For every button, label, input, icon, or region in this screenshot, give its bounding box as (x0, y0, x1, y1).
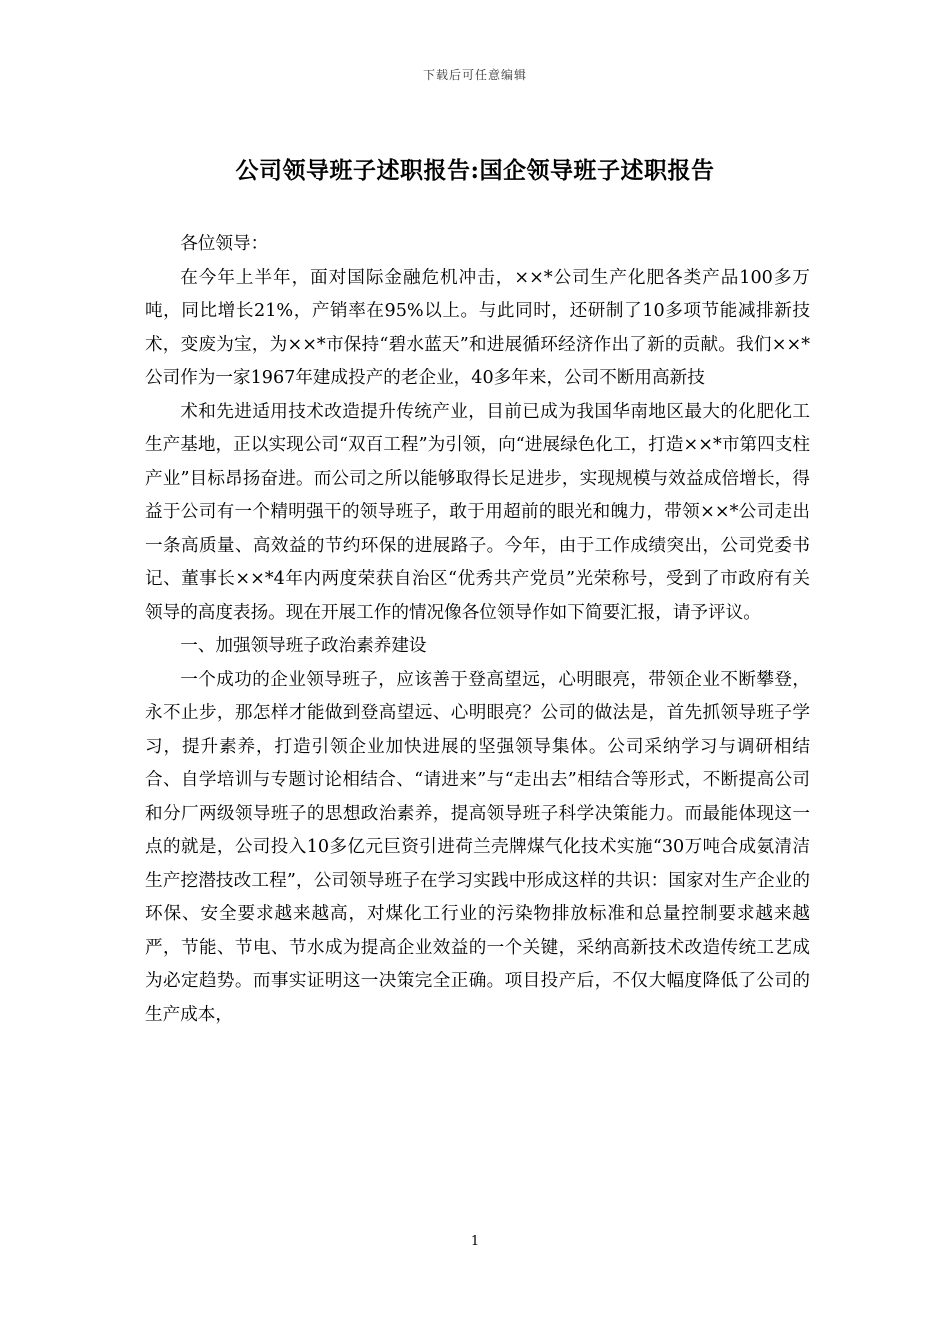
body-paragraph-1: 在今年上半年，面对国际金融危机冲击，××*公司生产化肥各类产品100多万吨，同比增长21%，产销率在95%以上。与此同时，还研制了10多项节能减排新技术，变废为宝，为××*市保持“碧水蓝天”和进展循环经济作出了新的贡献。我们××*公司作为一家1967年建成投产的老企业，40多年来，公司不断用高新技 (145, 267, 810, 388)
salutation: 各位领导： (180, 234, 269, 254)
page-number: 1 (470, 1234, 480, 1249)
document-body (145, 228, 810, 1032)
body-paragraph-2: 术和先进适用技术改造提升传统产业，目前已成为我国华南地区最大的化肥化工生产基地，正以实现公司“双百工程”为引领，向“进展绿色化工，打造××*市第四支柱产业”目标昂扬奋进。而公司之所以能够取得长足进步，实现规模与效益成倍增长，得益于公司有一个精明强干的领导班子，敢于用超前的眼光和魄力，带领××*公司走出一条高质量、高效益的节约环保的进展路子。今年，由于工作成绩突出，公司党委书记、董事长××*4年内两度荣获自治区“优秀共产党员”光荣称号，受到了市政府有关领导的高度表扬。现在开展工作的情况像各位领导作如下简要汇报，请予评议。 (145, 401, 810, 623)
section-paragraph: 一个成功的企业领导班子，应该善于登高望远，心明眼亮，带领企业不断攀登，永不止步，那怎样才能做到登高望远、心明眼亮？公司的做法是，首先抓领导班子学习，提升素养，打造引领企业加快进展的坚强领导集体。公司采纳学习与调研相结合、自学培训与专题讨论相结合、“请进来”与“走出去”相结合等形式，不断提高公司和分厂两级领导班子的思想政治素养，提高领导班子科学决策能力。而最能体现这一点的就是，公司投入10多亿元巨资引进荷兰壳牌煤气化技术实施“30万吨合成氨清洁生产挖潜技改工程”，公司领导班子在学习实践中形成这样的共识：国家对生产企业的环保、安全要求越来越高，对煤化工行业的污染物排放标准和总量控制要求越来越严，节能、节电、节水成为提高企业效益的一个关键，采纳高新技术改造传统工艺成为必定趋势。而事实证明这一决策完全正确。项目投产后，不仅大幅度降低了公司的生产成本， (145, 669, 810, 1025)
document-title: 公司领导班子述职报告:国企领导班子述职报告 (235, 157, 715, 184)
section-heading: 一、加强领导班子政治素养建设 (180, 636, 427, 656)
header-note: 下载后可任意编辑 (422, 68, 527, 82)
